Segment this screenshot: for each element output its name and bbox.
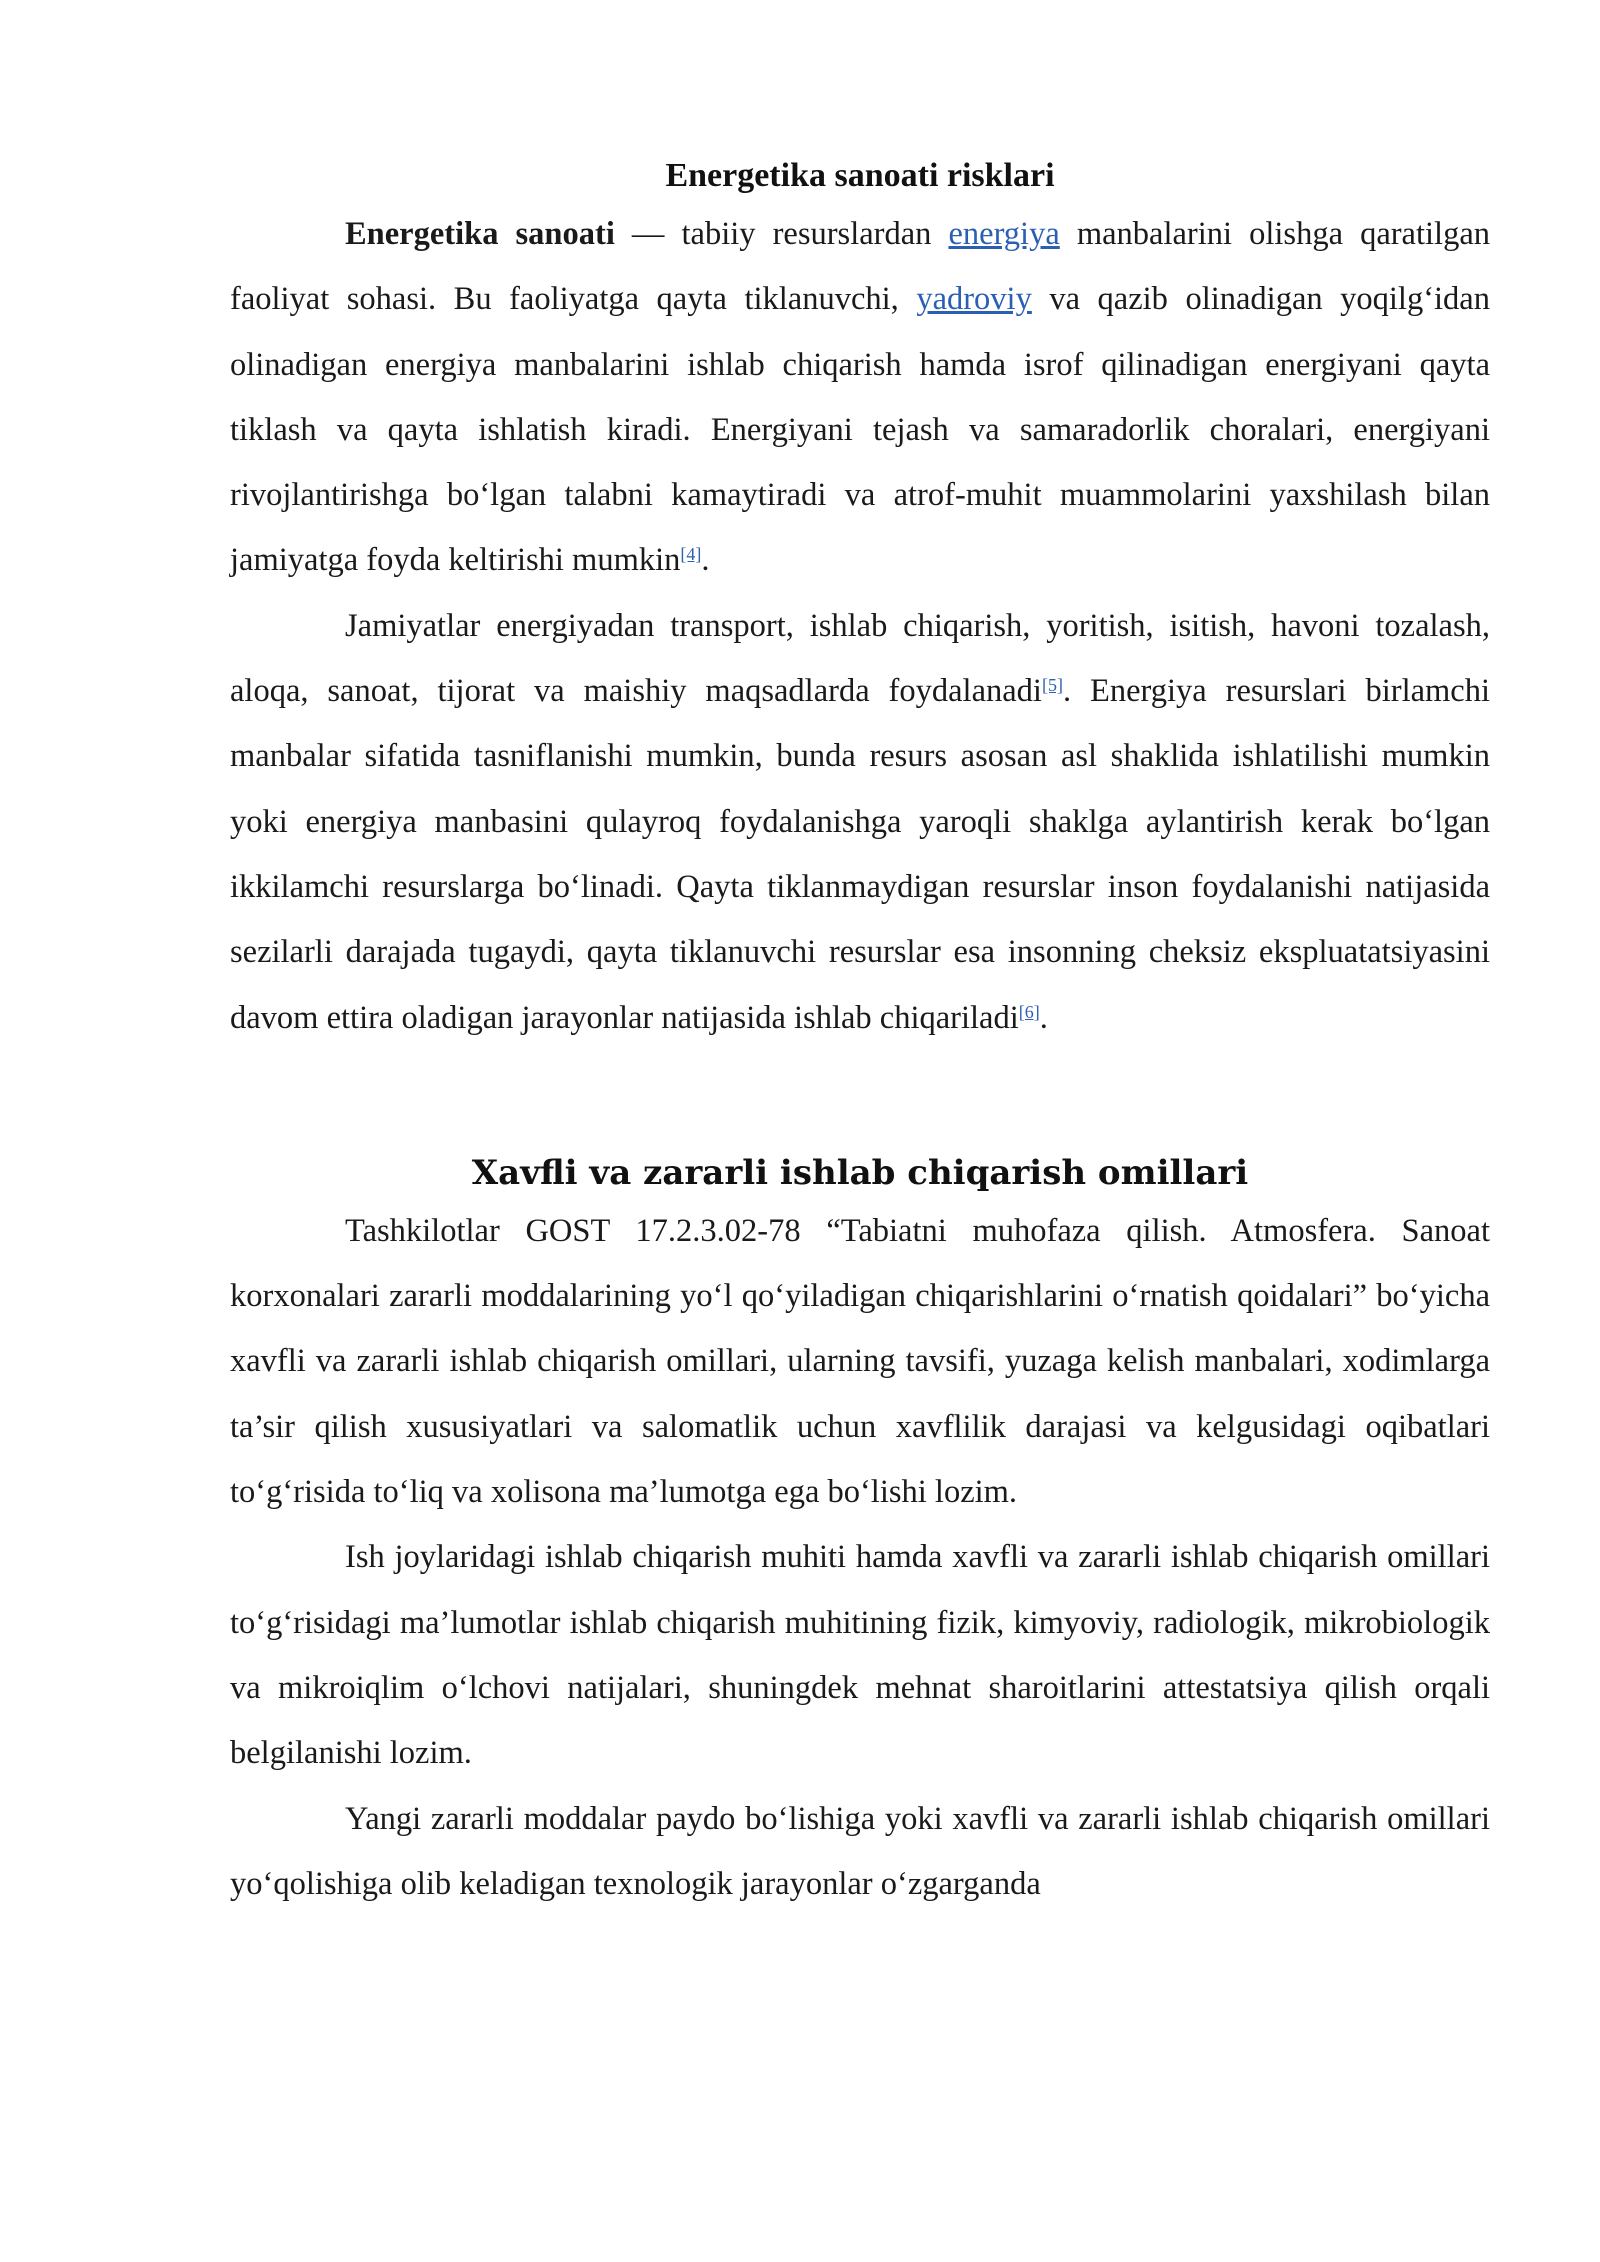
footnote-link[interactable]: [6] [1018, 1001, 1040, 1022]
section-title-hazard-factors: Xavfli va zararli ishlab chiqarish omillari [471, 1152, 1249, 1193]
footnote-ref-4[interactable] [680, 544, 701, 564]
footnote-link[interactable]: [4] [680, 544, 702, 565]
link-yadroviy[interactable]: yadroviy [916, 281, 1032, 318]
paragraph-energy-definition [230, 202, 1490, 594]
paragraph-text: . [701, 542, 710, 579]
paragraph-text: — tabiiy resurslardan [614, 216, 949, 252]
paragraph-text: manbalarini olishga qaratilgan faoliyat sohasi. Bu faoliyatga qayta tiklanuvchi, [230, 216, 1490, 318]
paragraph-workplace-data: Ish joylaridagi ishlab chiqarish muhiti hamda xavfli va zararli ishlab chiqarish omillari to‘g‘risidagi ma’lumotlar ishlab chiqarish muhitining fizik, kimyoviy, radiologik, mikrobiologik va mikroiqlim o‘lchovi natijalari, shuningdek mehnat sharoitlarini attestatsiya qilish orqali belgilanishi lozim. [230, 1539, 1490, 1772]
paragraph-new-substances: Yangi zararli moddalar paydo bo‘lishiga yoki xavfli va zararli ishlab chiqarish omillari yo‘qolishiga olib keladigan texnologik jarayonlar o‘zgarganda [230, 1800, 1490, 1902]
footnote-ref-6[interactable] [1019, 1002, 1040, 1022]
paragraph-text: . [1039, 999, 1048, 1036]
paragraph-text: va qazib olinadigan yoqilg‘idan olinadigan energiya manbalarini ishlab chiqarish hamda isrof qilinadigan energiyani qayta tiklash va qayta ishlatish kiradi. Energiyani tejash va samaradorlik choralari, energiyani rivojlantirishga bo‘lgan talabni kamaytiradi va atrof-muhit muammolarini yaxshilash bilan jamiyatga foyda keltirishi mumkin [230, 281, 1490, 579]
paragraph-text: . Energiya resurslari birlamchi manbalar sifatida tasniflanishi mumkin, bunda resurs asosan asl shaklida ishlatilishi mumkin yoki energiya manbasini qulayroq foydalanishga yaroqli shaklga aylantirish kerak bo‘lgan ikkilamchi resurslarga bo‘linadi. Qayta tiklanmaydigan resurslar inson foydalanishi natijasida sezilarli darajada tugaydi, qayta tiklanuvchi resurslar esa insonning cheksiz ekspluatatsiyasini davom ettira oladigan jarayonlar natijasida ishlab chiqariladi [230, 673, 1491, 1036]
footnote-ref-5[interactable] [1042, 675, 1063, 695]
term-energetika-sanoati: Energetika sanoati [345, 216, 615, 252]
footnote-link[interactable]: [5] [1041, 675, 1063, 696]
section-title-energy-risks: Energetika sanoati risklari [665, 157, 1055, 194]
paragraph-text: Jamiyatlar energiyadan transport, ishlab chiqarish, yoritish, isitish, havoni tozalash, aloqa, sanoat, tijorat va maishiy maqsadlarda foydalanadi [230, 607, 1490, 710]
paragraph-gost-requirements: Tashkilotlar GOST 17.2.3.02-78 “Tabiatni muhofaza qilish. Atmosfera. Sanoat korxonalari zararli moddalarining yo‘l qo‘yiladigan chiqarishlarini o‘rnatish qoidalari” bo‘yicha xavfli va zararli ishlab chiqarish omillari, ularning tavsifi, yuzaga kelish manbalari, xodimlarga ta’sir qilish xususiyatlari va salomatlik uchun xavflilik darajasi va kelgusidagi oqibatlari to‘g‘risida to‘liq va xolisona ma’lumotga ega bo‘lishi lozim. [230, 1212, 1490, 1511]
link-energiya[interactable]: energiya [948, 216, 1060, 252]
paragraph-energy-usage [230, 594, 1490, 1051]
document-page [230, 150, 1490, 1917]
section-spacer [230, 1051, 1490, 1147]
